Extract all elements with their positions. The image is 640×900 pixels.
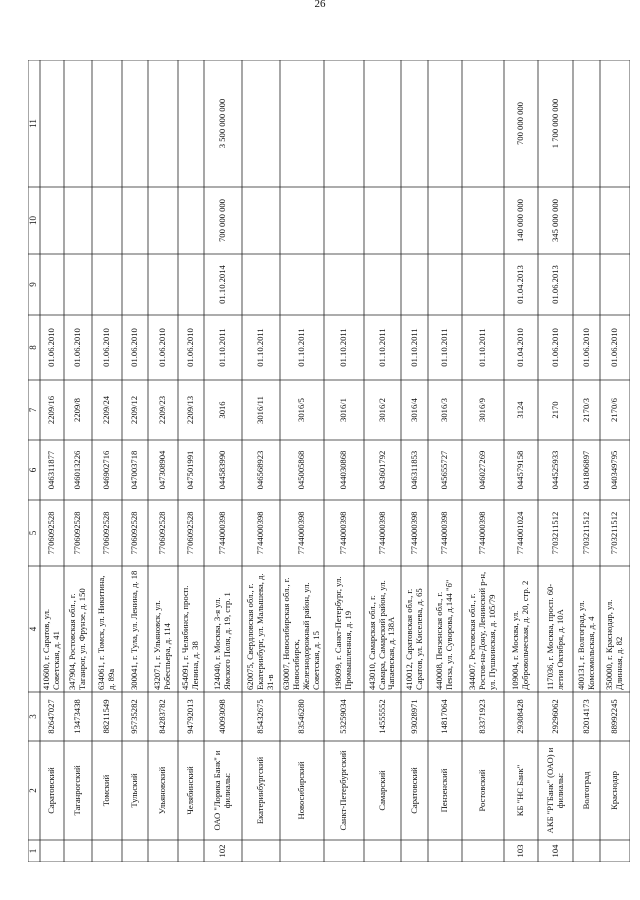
cell-bik: 044030868 bbox=[338, 450, 349, 490]
cell-inn: 7744000398 bbox=[439, 511, 450, 555]
cell-name: Екатеринбургский bbox=[255, 756, 266, 825]
cell-name: Ростовский bbox=[477, 769, 488, 812]
cell-name: КБ "НС Банк" bbox=[515, 764, 526, 817]
cell-address: 350000, г. Краснодар, ул. Длинная, д. 82 bbox=[604, 599, 624, 690]
cell-reg-number: 3016/1 bbox=[338, 398, 349, 422]
cell-reg-number: 3016 bbox=[217, 401, 228, 419]
header-cell-date-from: 8 bbox=[28, 345, 39, 350]
cell-reg-number: 2170/6 bbox=[609, 398, 620, 422]
cell-inn: 7703211512 bbox=[609, 511, 620, 555]
table-grid bbox=[28, 60, 624, 862]
cell-amount: 345 000 000 bbox=[549, 199, 560, 242]
cell-inn: 7706092528 bbox=[129, 511, 140, 555]
cell-okpo: 82647027 bbox=[46, 699, 57, 734]
cell-address: 432071, г. Ульяновск, ул. Робеспьера, д. 114 bbox=[152, 600, 172, 690]
cell-date-from: 01.06.2010 bbox=[609, 328, 620, 367]
cell-bik: 044525933 bbox=[549, 450, 560, 490]
cell-reg-number: 2170/3 bbox=[580, 398, 591, 422]
cell-bik: 044579158 bbox=[515, 450, 526, 490]
cell-address: 440008, Пензенская обл., г. Пенза, ул. Суворова, д.144 "б" bbox=[434, 579, 454, 690]
cell-num: 102 bbox=[217, 844, 228, 858]
cell-name: Ульяновский bbox=[157, 766, 168, 815]
cell-bik: 046311877 bbox=[46, 450, 57, 490]
header-cell-amount: 10 bbox=[28, 216, 39, 225]
cell-date-to: 01.10.2014 bbox=[217, 265, 228, 304]
header-cell-okpo: 3 bbox=[28, 714, 39, 719]
cell-bik: 046013226 bbox=[72, 450, 83, 490]
cell-okpo: 88211549 bbox=[101, 699, 112, 734]
cell-address: 634061, г. Томск, ул. Никитина, д. 89а bbox=[96, 575, 116, 690]
cell-name: Новосибирский bbox=[296, 761, 307, 820]
cell-name: Самарский bbox=[376, 770, 387, 811]
cell-num: 104 bbox=[549, 844, 560, 858]
cell-inn: 7744000398 bbox=[477, 511, 488, 555]
cell-name: Тульский bbox=[129, 773, 140, 808]
cell-bik: 046027269 bbox=[477, 450, 488, 490]
cell-address: 198099, г. Санкт-Петербург, ул. Промышленная, д. 19 bbox=[333, 576, 353, 690]
header-cell-address: 4 bbox=[28, 626, 39, 632]
cell-address: 620075, Свердловская обл., г. Екатеринбург, ул. Малышева, д. 31-в bbox=[245, 573, 275, 690]
cell-num: 103 bbox=[515, 844, 526, 858]
cell-date-to: 01.04.2013 bbox=[515, 265, 526, 304]
cell-name: Пензенский bbox=[439, 768, 450, 813]
cell-name: Томский bbox=[101, 774, 112, 807]
cell-reg-number: 3016/3 bbox=[439, 398, 450, 422]
cell-date-from: 01.06.2010 bbox=[580, 328, 591, 367]
cell-okpo: 40093098 bbox=[217, 699, 228, 734]
cell-bik: 044583990 bbox=[217, 450, 228, 490]
cell-okpo: 94792013 bbox=[185, 699, 196, 734]
cell-limit: 1 700 000 000 bbox=[549, 98, 560, 149]
cell-date-from: 01.10.2011 bbox=[439, 328, 450, 367]
page-number: 26 bbox=[314, 0, 326, 10]
cell-date-from: 01.06.2010 bbox=[549, 328, 560, 367]
cell-inn: 7706092528 bbox=[72, 511, 83, 555]
cell-reg-number: 2209/13 bbox=[185, 395, 196, 425]
cell-address: 443010, Самарская обл., г. Самара, Самарский район, ул. Чапаевская, д. 138А bbox=[366, 580, 397, 690]
cell-inn: 7744001024 bbox=[515, 511, 526, 555]
cell-inn: 7703211512 bbox=[549, 511, 560, 555]
cell-okpo: 82014173 bbox=[580, 699, 591, 734]
registry-table bbox=[28, 60, 624, 862]
cell-reg-number: 3016/11 bbox=[255, 396, 266, 424]
cell-limit: 3 500 000 000 bbox=[217, 98, 228, 149]
cell-reg-number: 2209/8 bbox=[72, 398, 83, 422]
cell-date-from: 01.06.2010 bbox=[72, 328, 83, 367]
cell-date-from: 01.06.2010 bbox=[157, 328, 168, 367]
header-cell-limit: 11 bbox=[28, 119, 39, 128]
cell-inn: 7744000398 bbox=[338, 511, 349, 555]
cell-address: 124040, г. Москва, 3-я ул. Ямского Поля, д. 19, стр. 1 bbox=[212, 592, 232, 690]
cell-reg-number: 3016/2 bbox=[376, 398, 387, 422]
cell-okpo: 14555552 bbox=[376, 699, 387, 734]
cell-okpo: 13473438 bbox=[72, 699, 83, 734]
header-cell-reg-number: 7 bbox=[28, 407, 39, 413]
cell-address: 117036, г. Москва, просп. 60-летия Октября, д. 10А bbox=[544, 583, 565, 690]
cell-name: Саратовский bbox=[46, 767, 57, 814]
cell-address: 347904, Ростовская обл., г. Таганрог, ул. Фрунзе, д. 150 bbox=[67, 588, 87, 690]
cell-date-from: 01.10.2011 bbox=[255, 328, 266, 367]
cell-bik: 040349795 bbox=[609, 450, 620, 490]
cell-okpo: 84283782 bbox=[157, 699, 168, 734]
cell-inn: 7744000398 bbox=[376, 511, 387, 555]
cell-inn: 7744000398 bbox=[296, 511, 307, 555]
header-cell-bik: 6 bbox=[28, 467, 39, 473]
cell-name: Санкт-Петербургский bbox=[338, 750, 349, 831]
cell-date-to: 01.06.2013 bbox=[549, 265, 560, 304]
cell-okpo: 29296062 bbox=[549, 699, 560, 734]
cell-reg-number: 3016/4 bbox=[408, 398, 419, 422]
cell-bik: 043601792 bbox=[376, 450, 387, 490]
cell-okpo: 83546280 bbox=[296, 699, 307, 734]
cell-name: Саратовский bbox=[408, 767, 419, 814]
cell-inn: 7706092528 bbox=[185, 511, 196, 555]
cell-okpo: 83371923 bbox=[477, 699, 488, 734]
cell-date-from: 01.06.2010 bbox=[129, 328, 140, 367]
cell-address: 410600, г. Саратов, ул. Советская, д. 41 bbox=[41, 608, 61, 690]
cell-date-from: 01.10.2011 bbox=[296, 328, 307, 367]
cell-reg-number: 3124 bbox=[515, 401, 526, 419]
cell-date-from: 01.10.2011 bbox=[477, 328, 488, 367]
cell-address: 344007, Ростовская обл., г. Ростов-на-Дону, Ленинский р-н, ул. Пушкинская, д. 105/79 bbox=[467, 571, 497, 690]
cell-address: 300041, г. Тула, ул. Ленина, д. 18 bbox=[129, 570, 140, 690]
header-cell-inn: 5 bbox=[28, 530, 39, 536]
cell-bik: 045005868 bbox=[296, 450, 307, 490]
cell-okpo: 85432675 bbox=[255, 699, 266, 734]
cell-okpo: 88992245 bbox=[609, 699, 620, 734]
cell-date-from: 01.06.2010 bbox=[101, 328, 112, 367]
cell-okpo: 29308428 bbox=[515, 699, 526, 734]
cell-inn: 7706092528 bbox=[46, 511, 57, 555]
cell-bik: 046902716 bbox=[101, 450, 112, 490]
cell-name: ОАО "Лорика Банк" и филиалы: bbox=[212, 750, 232, 831]
cell-date-from: 01.10.2011 bbox=[217, 328, 228, 367]
header-cell-name: 2 bbox=[28, 788, 39, 793]
cell-inn: 7744000398 bbox=[408, 511, 419, 555]
cell-okpo: 53259034 bbox=[338, 699, 349, 734]
cell-reg-number: 2209/16 bbox=[46, 395, 57, 425]
cell-date-from: 01.10.2011 bbox=[408, 328, 419, 367]
cell-reg-number: 2170 bbox=[549, 401, 560, 419]
cell-okpo: 14817064 bbox=[439, 699, 450, 734]
cell-name: Таганрогский bbox=[72, 765, 83, 816]
cell-inn: 7744000398 bbox=[217, 511, 228, 555]
cell-bik: 047501991 bbox=[185, 450, 196, 490]
cell-inn: 7744000398 bbox=[255, 511, 266, 555]
cell-okpo: 95735282 bbox=[129, 699, 140, 734]
cell-bik: 046311853 bbox=[408, 450, 419, 490]
cell-amount: 140 000 000 bbox=[515, 199, 526, 242]
cell-date-from: 01.06.2010 bbox=[185, 328, 196, 367]
cell-name: Волгоград bbox=[580, 771, 591, 810]
cell-bik: 046568923 bbox=[255, 450, 266, 490]
cell-address: 400131, г. Волгоград, ул. Комсомольская, д. 4 bbox=[575, 600, 596, 690]
header-cell-num: 1 bbox=[28, 848, 39, 854]
cell-bik: 047308904 bbox=[157, 450, 168, 490]
cell-okpo: 93028971 bbox=[408, 699, 419, 734]
cell-bik: 041806897 bbox=[580, 450, 591, 490]
cell-reg-number: 3016/5 bbox=[296, 398, 307, 422]
cell-date-from: 01.04.2010 bbox=[515, 328, 526, 367]
cell-reg-number: 3016/9 bbox=[477, 398, 488, 422]
cell-name: Краснодар bbox=[609, 771, 620, 810]
cell-bik: 045655727 bbox=[439, 450, 450, 490]
cell-bik: 047003718 bbox=[129, 450, 140, 490]
cell-reg-number: 2209/24 bbox=[101, 395, 112, 425]
cell-address: 454091, г. Челябинск, просп. Ленина, д. 38 bbox=[180, 585, 200, 690]
cell-address: 630007, Новосибирская обл., г. Новосибирск, Железнодорожный район, ул. Советская, д. 15 bbox=[281, 577, 321, 690]
cell-limit: 700 000 000 bbox=[515, 102, 526, 145]
cell-inn: 7703211512 bbox=[580, 511, 591, 555]
cell-inn: 7706092528 bbox=[157, 511, 168, 555]
cell-amount: 700 000 000 bbox=[217, 199, 228, 242]
cell-inn: 7706092528 bbox=[101, 511, 112, 555]
cell-name: Челябинский bbox=[185, 766, 196, 815]
cell-address: 410012, Саратовская обл., г. Саратов, ул. Киселева, д. 65 bbox=[403, 588, 424, 690]
cell-address: 109004, г. Москва, ул. Добровольческая, д. 20, стр. 2 bbox=[510, 580, 530, 690]
header-cell-date-to: 9 bbox=[28, 282, 39, 287]
cell-date-from: 01.10.2011 bbox=[338, 328, 349, 367]
cell-name: АКБ "РГБанк" (ОАО) и филиалы: bbox=[544, 747, 565, 834]
cell-reg-number: 2209/23 bbox=[157, 395, 168, 425]
cell-date-from: 01.10.2011 bbox=[376, 328, 387, 367]
cell-reg-number: 2209/12 bbox=[129, 395, 140, 425]
cell-date-from: 01.06.2010 bbox=[46, 328, 57, 367]
